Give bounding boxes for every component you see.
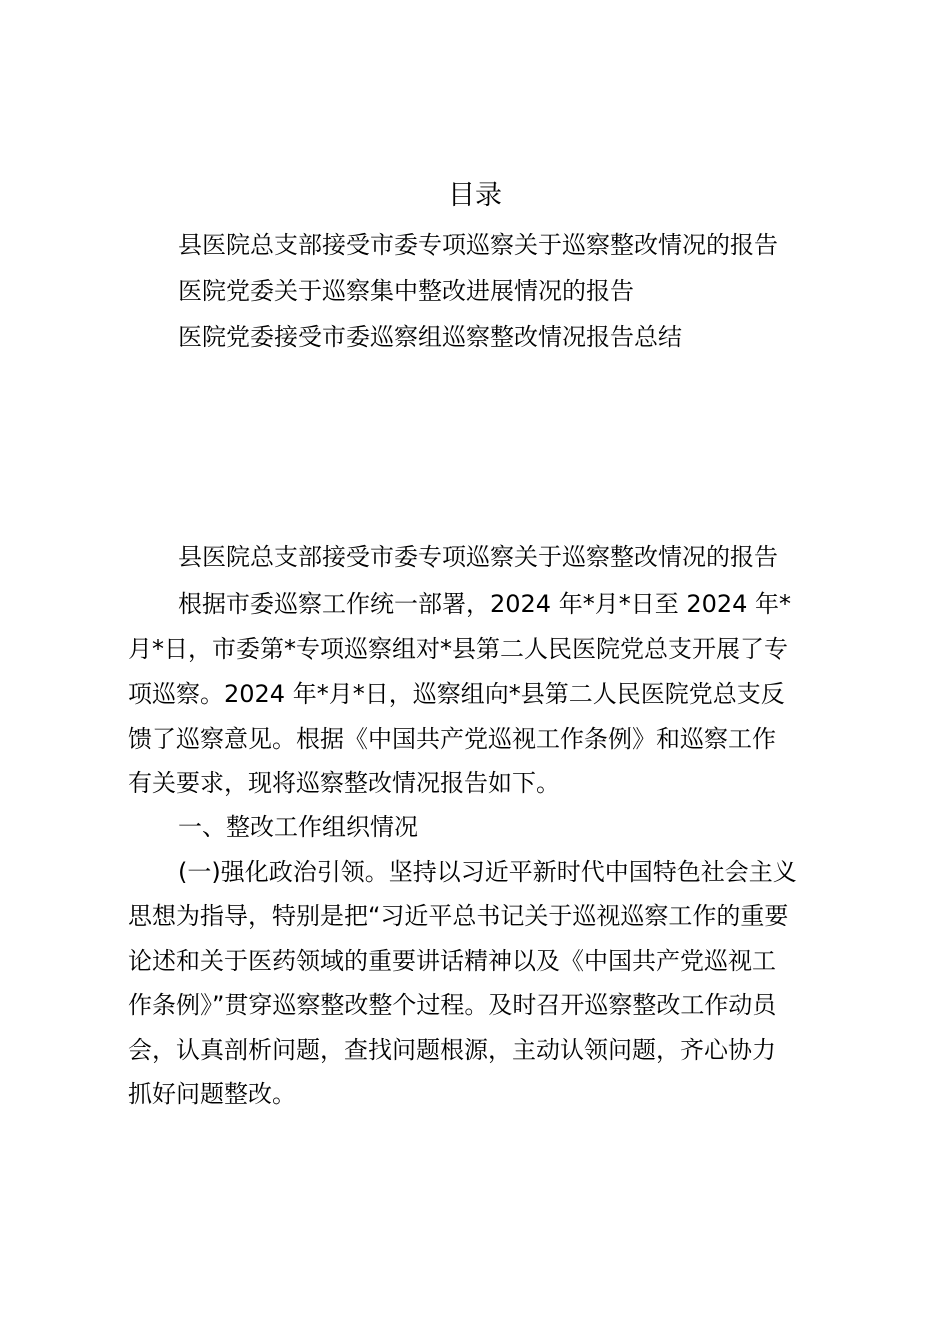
paragraph-line: 抓好问题整改。 xyxy=(128,1080,296,1108)
paragraph-line: 有关要求，现将巡察整改情况报告如下。 xyxy=(128,769,560,797)
paragraph-line: (一)强化政治引领。坚持以习近平新时代中国特色社会主义 xyxy=(178,858,797,886)
section-heading: 一、整改工作组织情况 xyxy=(178,813,418,841)
paragraph-line: 思想为指导，特别是把“习近平总书记关于巡视巡察工作的重要 xyxy=(128,902,789,930)
document-title: 县医院总支部接受市委专项巡察关于巡察整改情况的报告 xyxy=(178,543,778,571)
toc-item[interactable]: 医院党委关于巡察集中整改进展情况的报告 xyxy=(178,277,634,305)
paragraph-line: 月*日，市委第*专项巡察组对*县第二人民医院党总支开展了专 xyxy=(128,635,788,663)
toc-item[interactable]: 县医院总支部接受市委专项巡察关于巡察整改情况的报告 xyxy=(178,231,778,259)
toc-title: 目录 xyxy=(448,180,502,211)
paragraph-line: 论述和关于医药领域的重要讲话精神以及《中国共产党巡视工 xyxy=(128,947,776,975)
paragraph-line: 项巡察。2024 年*月*日，巡察组向*县第二人民医院党总支反 xyxy=(128,680,785,708)
paragraph-line: 根据市委巡察工作统一部署，2024 年*月*日至 2024 年* xyxy=(178,590,792,618)
paragraph-line: 会，认真剖析问题，查找问题根源，主动认领问题，齐心协力 xyxy=(128,1036,776,1064)
toc-item[interactable]: 医院党委接受市委巡察组巡察整改情况报告总结 xyxy=(178,323,682,351)
paragraph-line: 作条例》”贯穿巡察整改整个过程。及时召开巡察整改工作动员 xyxy=(128,991,777,1019)
paragraph-line: 馈了巡察意见。根据《中国共产党巡视工作条例》和巡察工作 xyxy=(128,725,776,753)
